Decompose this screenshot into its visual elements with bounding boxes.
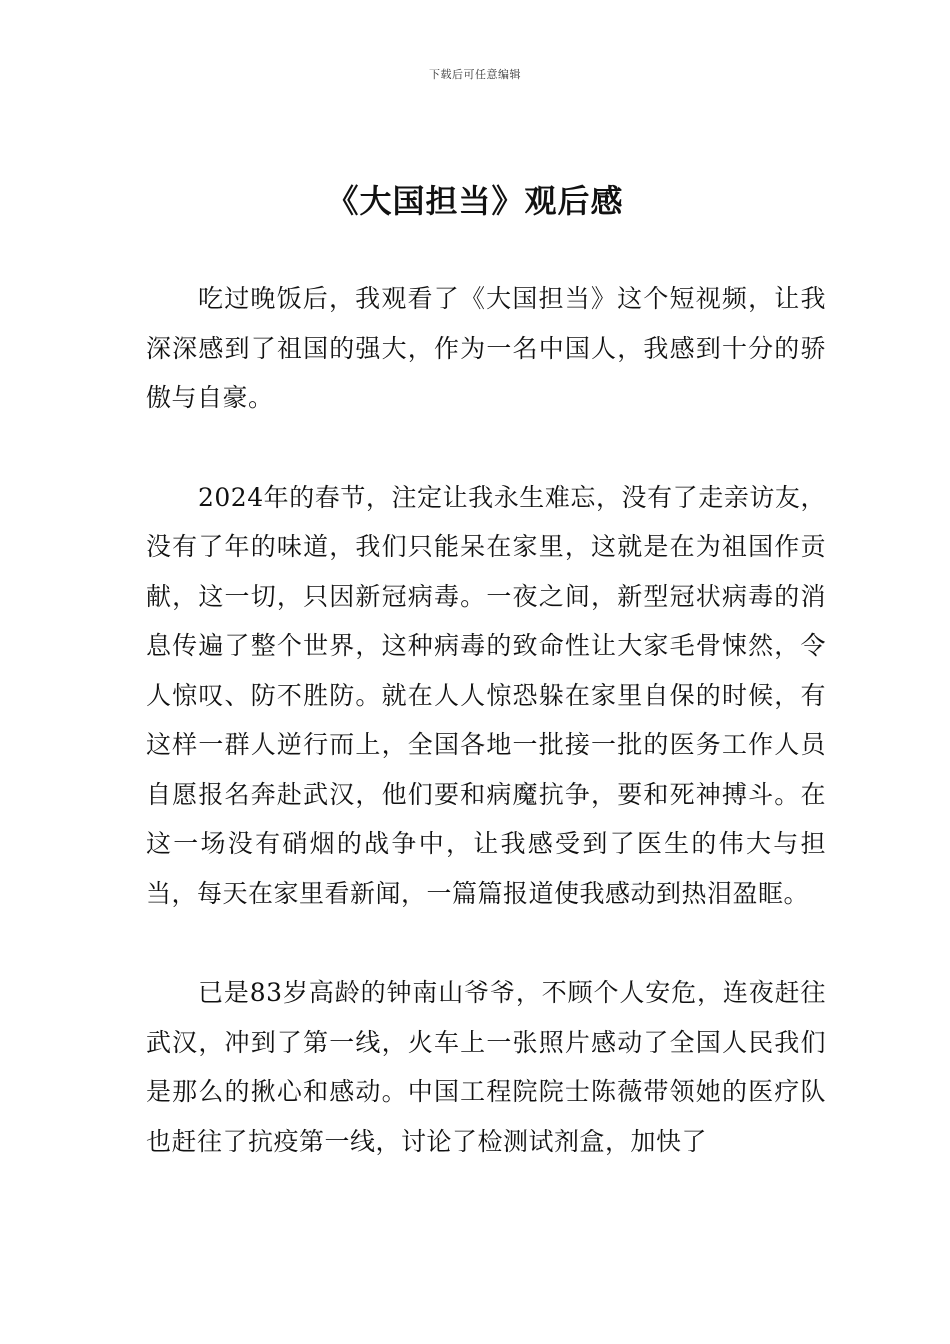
paragraph: 已是83岁高龄的钟南山爷爷，不顾个人安危，连夜赶往武汉，冲到了第一线，火车上一张照片感动了全国人民我们是那么的揪心和感动。中国工程院院士陈薇带领她的医疗队也赶往了抗疫第一线，讨论了检测试剂盒，加快了 xyxy=(146,978,826,1156)
document-title: 《大国担当》观后感 xyxy=(326,182,624,220)
header-note: 下载后可任意编辑 xyxy=(429,68,521,81)
paragraph: 吃过晚饭后，我观看了《大国担当》这个短视频，让我深深感到了祖国的强大，作为一名中国人，我感到十分的骄傲与自豪。 xyxy=(146,284,826,412)
paragraph: 2024年的春节，注定让我永生难忘，没有了走亲访友，没有了年的味道，我们只能呆在家里，这就是在为祖国作贡献，这一切，只因新冠病毒。一夜之间，新型冠状病毒的消息传遍了整个世界，这种病毒的致命性让大家毛骨悚然，令人惊叹、防不胜防。就在人人惊恐躲在家里自保的时候，有这样一群人逆行而上，全国各地一批接一批的医务工作人员自愿报名奔赴武汉，他们要和病魔抗争，要和死神搏斗。在这一场没有硝烟的战争中，让我感受到了医生的伟大与担当，每天在家里看新闻，一篇篇报道使我感动到热泪盈眶。 xyxy=(146,482,826,908)
document-body xyxy=(146,274,826,1216)
